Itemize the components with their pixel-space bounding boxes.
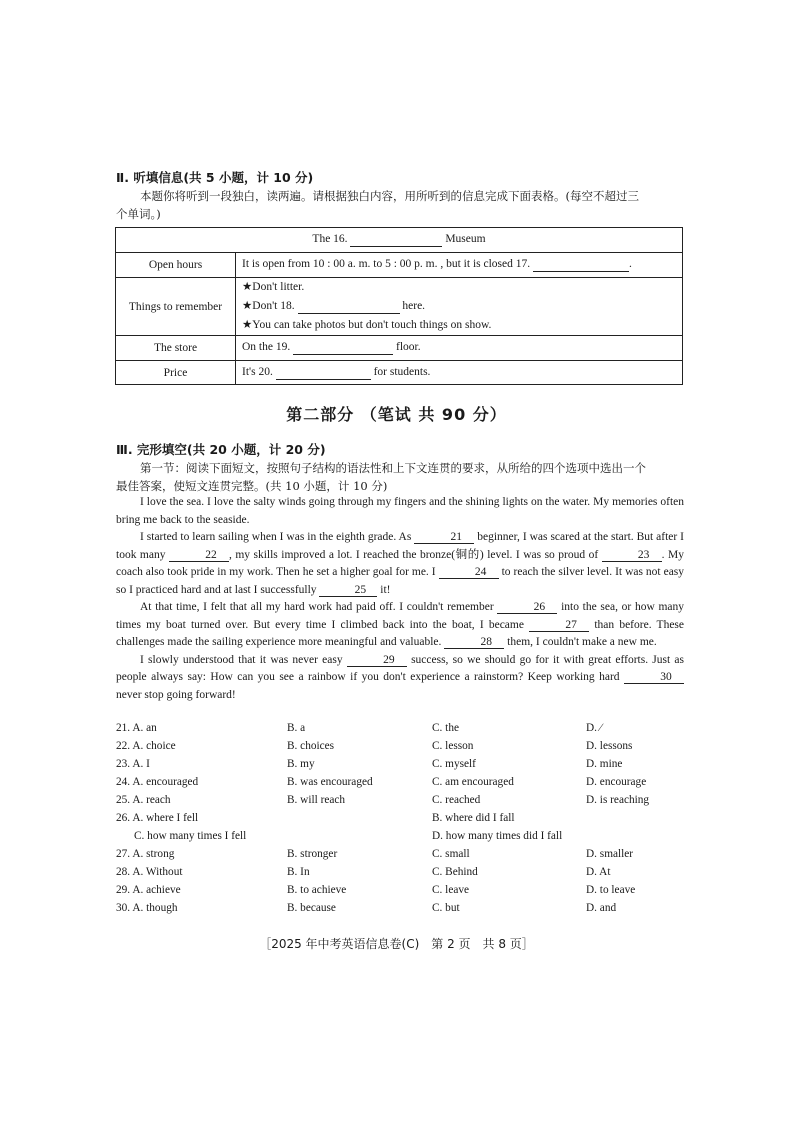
option-row <box>116 812 696 830</box>
cloze-instructions-line1: 第一节：阅读下面短文，按照句子结构的语法性和上下文连贯的要求，从所给的四个选项中选出一个 <box>140 461 646 475</box>
option-d[interactable]: D. how many times did I fall <box>432 830 563 842</box>
p4-text-c: never stop going forward! <box>116 688 236 701</box>
price-after: for students. <box>373 365 431 378</box>
option-b[interactable]: B. stronger <box>287 848 338 860</box>
option-c[interactable]: C. how many times I fell <box>134 830 247 842</box>
p4-text-a: I slowly understood that it was never easy <box>140 653 343 666</box>
store-before: On the 19. <box>242 341 291 353</box>
blank-18[interactable] <box>298 300 400 314</box>
listening-instructions-line1: 本题你将听到一段独白，读两遍。请根据独白内容，用所听到的信息完成下面表格。(每空不超过三 <box>140 189 639 203</box>
cloze-heading: Ⅲ. 完形填空(共 20 小题，计 20 分) <box>116 442 326 457</box>
p2-text-c: , my skills improved a lot. I reached the bronze(铜的) level. I was so proud of <box>228 548 599 561</box>
p2-text-b: beginner, I was scared at the start. But after I took many <box>116 531 685 561</box>
option-c[interactable]: C. reached <box>432 794 481 806</box>
p4-text-b: success, so we should go for it with great efforts. Just as people always say: How can you see a rainbow if you don't experience a rainstorm? Keep working hard <box>116 653 684 683</box>
option-row <box>116 794 696 812</box>
option-b[interactable]: B. choices <box>287 740 335 752</box>
rule-1: ★Don't litter. <box>242 281 305 293</box>
gap-24[interactable]: 24 <box>439 566 499 579</box>
gap-25[interactable]: 25 <box>319 584 377 597</box>
option-a[interactable]: 26. A. where I fell <box>116 812 199 824</box>
option-row <box>116 830 696 848</box>
option-d[interactable]: D. mine <box>586 758 623 770</box>
option-a[interactable]: 25. A. reach <box>116 794 171 806</box>
rule-2-after: here. <box>402 300 426 312</box>
option-a[interactable]: 29. A. achieve <box>116 884 181 896</box>
option-a[interactable]: 27. A. strong <box>116 848 175 860</box>
p2-text-d: . My coach also took pride in my work. Then he set a higher goal for me. I <box>116 548 685 578</box>
rule-3: ★You can take photos but don't touch things on show. <box>242 319 492 331</box>
listening-instructions-line2: 个单词。) <box>116 207 161 221</box>
option-d[interactable]: D. encourage <box>586 776 647 788</box>
listening-table <box>115 227 683 385</box>
option-row <box>116 866 696 884</box>
option-c[interactable]: C. am encouraged <box>432 776 514 788</box>
listening-instructions-cont <box>116 205 686 223</box>
option-row <box>116 902 696 920</box>
row-content <box>236 253 683 278</box>
option-c[interactable]: C. but <box>432 902 460 914</box>
option-b[interactable]: B. In <box>287 866 310 878</box>
option-a[interactable]: 22. A. choice <box>116 740 176 752</box>
option-a[interactable]: 21. A. an <box>116 722 157 734</box>
open-hours-text: It is open from 10 : 00 a. m. to 5 : 00 p. m. , but it is closed 17. <box>242 258 531 270</box>
option-d[interactable]: D. At <box>586 866 611 878</box>
option-c[interactable]: C. leave <box>432 884 470 896</box>
option-d[interactable]: D. smaller <box>586 848 634 860</box>
option-a[interactable]: 28. A. Without <box>116 866 183 878</box>
table-row <box>116 253 683 278</box>
option-b[interactable]: B. was encouraged <box>287 776 373 788</box>
gap-28[interactable]: 28 <box>444 636 504 649</box>
table-row <box>116 336 683 361</box>
p3-text-b: into the sea, or how many times my boat turned over. But every time I climbed back into the boat, I became <box>116 601 685 631</box>
option-c[interactable]: C. myself <box>432 758 476 770</box>
store-after: floor. <box>395 341 421 353</box>
option-b[interactable]: B. because <box>287 902 336 914</box>
gap-27[interactable]: 27 <box>529 619 589 632</box>
option-row <box>116 776 696 794</box>
passage-paragraph-3 <box>116 599 684 652</box>
blank-20[interactable] <box>276 366 371 380</box>
part-two-title: 第二部分 （笔试 共 90 分） <box>286 405 507 424</box>
option-d[interactable]: D. to leave <box>586 884 636 896</box>
blank-16[interactable] <box>350 233 442 247</box>
option-b[interactable]: B. will reach <box>287 794 346 806</box>
option-a[interactable]: 30. A. though <box>116 902 178 914</box>
price-before: It's 20. <box>242 365 273 378</box>
option-b[interactable]: B. a <box>287 722 306 734</box>
p3-text-c: than before. These challenges made the sailing experience more meaningful and valuable. <box>116 618 685 648</box>
option-b[interactable]: B. my <box>287 758 315 770</box>
option-d[interactable]: D. and <box>586 902 617 914</box>
table-title-prefix: The 16. <box>312 233 348 245</box>
p3-text-a: At that time, I felt that all my hard work had paid off. I couldn't remember <box>140 601 494 613</box>
page-footer: ［2025 年中考英语信息卷(C) 第 2 页 共 8 页］ <box>259 937 534 951</box>
option-d[interactable]: D. is reaching <box>586 794 650 806</box>
table-title-row <box>116 228 683 253</box>
table-row <box>116 361 683 385</box>
options-list <box>116 722 696 920</box>
option-b[interactable]: B. where did I fall <box>432 812 515 824</box>
gap-23[interactable]: 23 <box>602 549 662 562</box>
gap-26[interactable]: 26 <box>497 601 557 614</box>
blank-17[interactable] <box>533 258 629 272</box>
option-row <box>116 740 696 758</box>
p2-text-f: it! <box>380 583 391 596</box>
blank-19[interactable] <box>293 341 393 355</box>
option-d[interactable]: D. lessons <box>586 740 633 752</box>
row-content <box>236 278 683 336</box>
option-d[interactable]: D. ∕ <box>586 722 602 734</box>
option-c[interactable]: C. small <box>432 848 470 860</box>
cloze-passage <box>116 494 684 704</box>
gap-29[interactable]: 29 <box>347 654 407 667</box>
gap-21[interactable]: 21 <box>414 531 474 544</box>
open-hours-end: . <box>629 258 632 270</box>
row-label: Things to remember <box>116 278 236 336</box>
rule-2 <box>242 297 676 316</box>
cloze-instructions-line2: 最佳答案，使短文连贯完整。(共 10 小题，计 10 分) <box>116 479 388 493</box>
gap-30[interactable]: 30 <box>624 671 684 684</box>
option-c[interactable]: C. the <box>432 722 459 734</box>
table-row <box>116 278 683 336</box>
row-label: The store <box>116 336 236 361</box>
option-a[interactable]: 24. A. encouraged <box>116 776 199 788</box>
p2-text-a: I started to learn sailing when I was in the eighth grade. As <box>140 531 412 543</box>
listening-instructions <box>116 187 686 205</box>
option-b[interactable]: B. to achieve <box>287 884 347 896</box>
p3-text-d: them, I couldn't make a new me. <box>507 636 657 648</box>
passage-paragraph-1: I love the sea. I love the salty winds going through my fingers and the shining lights on the water. My memories often bring me back to the seaside. <box>116 496 684 526</box>
row-label: Price <box>116 361 236 385</box>
option-c[interactable]: C. lesson <box>432 740 474 752</box>
option-a[interactable]: 23. A. I <box>116 758 150 770</box>
p2-text-e: to reach the silver level. It was not easy so I practiced hard and at last I successfully <box>116 566 685 596</box>
gap-22[interactable]: 22 <box>169 549 229 562</box>
option-row <box>116 722 696 740</box>
passage-paragraph-4 <box>116 652 684 705</box>
option-row <box>116 848 696 866</box>
option-c[interactable]: C. Behind <box>432 866 478 878</box>
listening-heading: Ⅱ. 听填信息(共 5 小题，计 10 分) <box>116 170 314 185</box>
option-row <box>116 758 696 776</box>
option-row <box>116 884 696 902</box>
table-title-suffix: Museum <box>445 233 486 245</box>
passage-paragraph-2 <box>116 529 684 599</box>
row-content <box>236 361 683 385</box>
row-content <box>236 336 683 361</box>
row-label: Open hours <box>116 253 236 278</box>
rule-2-before: ★Don't 18. <box>242 300 295 312</box>
table-title-cell <box>116 228 683 253</box>
